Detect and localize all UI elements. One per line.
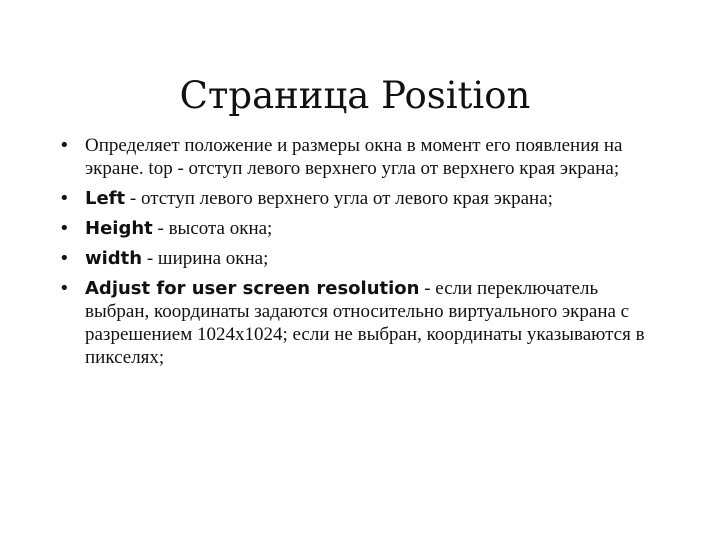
bullet-dot-icon: • xyxy=(59,218,70,239)
bullet-dot-icon: • xyxy=(59,248,70,269)
bullet-dot-icon: • xyxy=(59,135,70,156)
bullet-term: Left xyxy=(85,188,126,209)
bullet-text: - если переключатель выбран, координаты задаются относительно виртуального экрана с разрешением 1024x1024; если не выбран, координаты указываются в пикселях; xyxy=(85,278,645,368)
bullet-item-left xyxy=(57,187,667,210)
bullet-term: Height xyxy=(85,218,153,239)
bullet-text: - высота окна; xyxy=(152,218,273,239)
bullet-term: width xyxy=(85,248,143,269)
bullet-dot-icon: • xyxy=(59,188,70,209)
bullet-list xyxy=(57,134,667,376)
bullet-text: - отступ левого верхнего угла от левого края экрана; xyxy=(125,188,553,209)
bullet-text: - ширина окна; xyxy=(142,248,269,269)
bullet-item-width xyxy=(57,247,667,270)
slide-title: Страница Position xyxy=(179,74,531,117)
bullet-text: Определяет положение и размеры окна в момент его появления на экране. top - отступ левого верхнего угла от верхнего края экрана; xyxy=(85,135,623,179)
bullet-item-adjust-resolution xyxy=(57,277,667,369)
bullet-term: Adjust for user screen resolution xyxy=(85,278,420,299)
bullet-item-height xyxy=(57,217,667,240)
bullet-item-intro xyxy=(57,134,667,180)
bullet-dot-icon: • xyxy=(59,278,70,299)
